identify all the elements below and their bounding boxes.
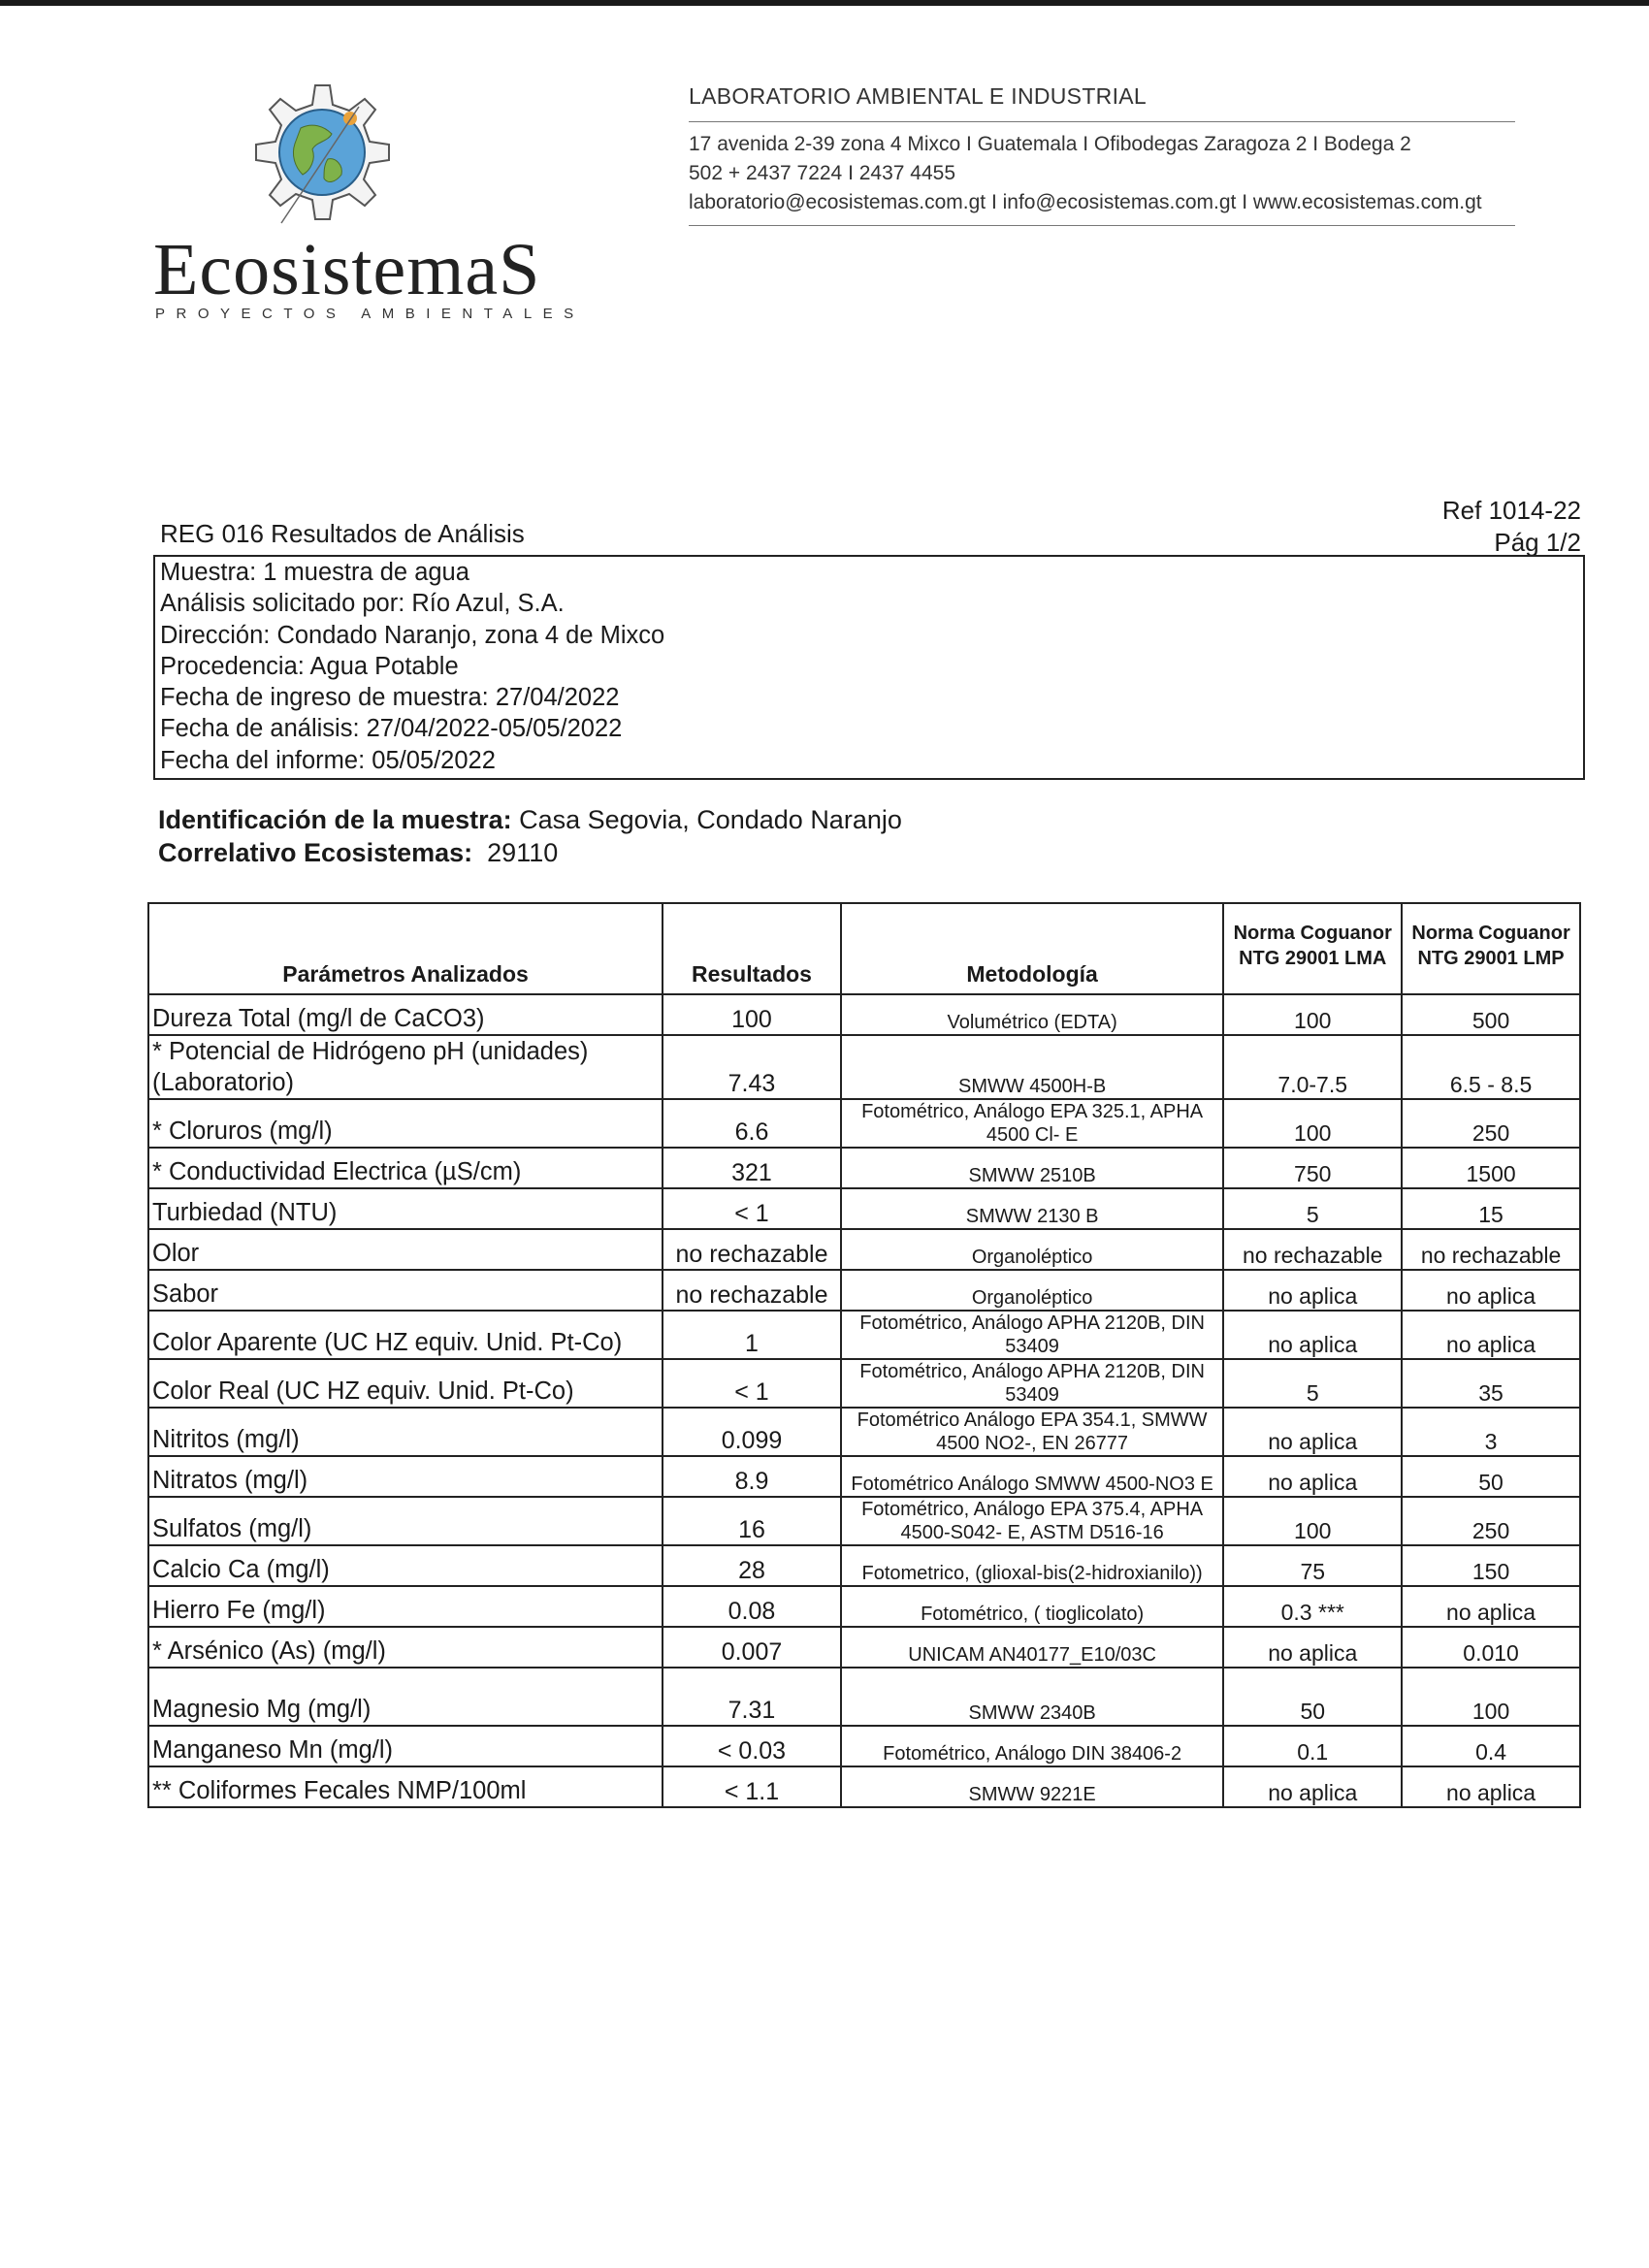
report-title: REG 016 Resultados de Análisis [160,519,525,548]
cell-lmp: 150 [1402,1545,1580,1586]
table-row [148,1726,1580,1766]
cell-method: Fotométrico, Análogo EPA 325.1, APHA 4500 Cl- E [841,1099,1223,1148]
cell-method: SMWW 2130 B [841,1188,1223,1229]
table-row [148,1497,1580,1545]
cell-result: 28 [663,1545,841,1586]
cell-result: < 1 [663,1188,841,1229]
cell-result: < 0.03 [663,1726,841,1766]
table-row [148,1545,1580,1586]
cell-lmp: no rechazable [1402,1229,1580,1270]
cell-lma: no aplica [1223,1270,1402,1311]
cell-result: 0.007 [663,1627,841,1668]
cell-result: 0.099 [663,1408,841,1456]
header-lma: Norma Coguanor NTG 29001 LMA [1223,903,1402,994]
cell-method: SMWW 2340B [841,1668,1223,1726]
results-table [147,902,1581,1808]
cell-method: SMWW 9221E [841,1766,1223,1807]
sample-identification [158,803,902,869]
cell-lmp: 35 [1402,1359,1580,1408]
cell-method: Fotométrico, ( tioglicolato) [841,1586,1223,1627]
cell-lmp: no aplica [1402,1586,1580,1627]
top-edge-line [0,0,1649,6]
cell-lmp: 0.010 [1402,1627,1580,1668]
table-row [148,1148,1580,1188]
cell-method: Fotométrico, Análogo EPA 375.4, APHA 4500-S042- E, ASTM D516-16 [841,1497,1223,1545]
cell-result: 1 [663,1311,841,1359]
cell-result: 16 [663,1497,841,1545]
cell-result: 6.6 [663,1099,841,1148]
cell-lma: 5 [1223,1359,1402,1408]
table-row [148,1099,1580,1148]
cell-lmp: 1500 [1402,1148,1580,1188]
table-row [148,994,1580,1035]
cell-method: UNICAM AN40177_E10/03C [841,1627,1223,1668]
table-row [148,1408,1580,1456]
sample-field: Fecha del informe: 05/05/2022 [160,746,496,774]
cell-lmp: 250 [1402,1497,1580,1545]
cell-param: Dureza Total (mg/l de CaCO3) [148,994,663,1035]
cell-param: Magnesio Mg (mg/l) [148,1668,663,1726]
cell-method: Fotométrico, Análogo APHA 2120B, DIN 53409 [841,1359,1223,1408]
cell-lma: no aplica [1223,1627,1402,1668]
cell-lmp: 6.5 - 8.5 [1402,1035,1580,1099]
cell-lma: 50 [1223,1668,1402,1726]
cell-param: Color Real (UC HZ equiv. Unid. Pt-Co) [148,1359,663,1408]
correlative-label: Correlativo Ecosistemas: [158,838,473,867]
cell-param: * Arsénico (As) (mg/l) [148,1627,663,1668]
table-body [148,994,1580,1807]
ident-label: Identificación de la muestra: [158,805,512,834]
lab-name: LABORATORIO AMBIENTAL E INDUSTRIAL [689,83,1515,122]
header-result: Resultados [663,903,841,994]
cell-lma: no aplica [1223,1408,1402,1456]
cell-lma: no rechazable [1223,1229,1402,1270]
cell-result: 321 [663,1148,841,1188]
cell-method: Fotométrico, Análogo DIN 38406-2 [841,1726,1223,1766]
cell-lmp: 500 [1402,994,1580,1035]
cell-param: Olor [148,1229,663,1270]
table-row [148,1229,1580,1270]
cell-lma: 100 [1223,1099,1402,1148]
cell-lma: no aplica [1223,1456,1402,1497]
table-header-row [148,903,1580,994]
cell-lma: 0.3 *** [1223,1586,1402,1627]
cell-lma: 75 [1223,1545,1402,1586]
cell-method: Fotometrico, (glioxal-bis(2-hidroxianilo)) [841,1545,1223,1586]
cell-param: Turbiedad (NTU) [148,1188,663,1229]
cell-lma: 100 [1223,994,1402,1035]
cell-param: Manganeso Mn (mg/l) [148,1726,663,1766]
cell-method: Fotométrico Análogo EPA 354.1, SMWW 4500 NO2-, EN 26777 [841,1408,1223,1456]
header-lmp: Norma Coguanor NTG 29001 LMP [1402,903,1580,994]
header-param: Parámetros Analizados [148,903,663,994]
logo-tagline: PROYECTOS AMBIENTALES [155,306,585,322]
cell-lmp: 100 [1402,1668,1580,1726]
cell-param: ** Coliformes Fecales NMP/100ml [148,1766,663,1807]
cell-param: Sulfatos (mg/l) [148,1497,663,1545]
cell-result: 100 [663,994,841,1035]
cell-lmp: 50 [1402,1456,1580,1497]
table-row [148,1035,1580,1099]
header-method: Metodología [841,903,1223,994]
cell-lmp: no aplica [1402,1270,1580,1311]
cell-result: 8.9 [663,1456,841,1497]
table-row [148,1311,1580,1359]
cell-param: * Cloruros (mg/l) [148,1099,663,1148]
table-row [148,1456,1580,1497]
cell-lmp: 15 [1402,1188,1580,1229]
table-row [148,1359,1580,1408]
sample-field: Fecha de ingreso de muestra: 27/04/2022 [160,684,620,712]
cell-result: no rechazable [663,1270,841,1311]
sample-field: Muestra: 1 muestra de agua [160,559,469,586]
cell-result: 7.43 [663,1035,841,1099]
cell-lmp: no aplica [1402,1766,1580,1807]
gear-globe-icon [223,78,407,243]
sample-info-box [153,555,1585,780]
cell-lma: 0.1 [1223,1726,1402,1766]
table-row [148,1766,1580,1807]
cell-lmp: 250 [1402,1099,1580,1148]
table-row [148,1627,1580,1668]
company-logo [146,78,585,330]
cell-lmp: no aplica [1402,1311,1580,1359]
cell-method: SMWW 4500H-B [841,1035,1223,1099]
cell-lma: no aplica [1223,1311,1402,1359]
cell-param: Nitritos (mg/l) [148,1408,663,1456]
sample-field: Dirección: Condado Naranjo, zona 4 de Mixco [160,621,665,649]
cell-lma: 100 [1223,1497,1402,1545]
cell-param: Hierro Fe (mg/l) [148,1586,663,1627]
sample-field: Fecha de análisis: 27/04/2022-05/05/2022 [160,715,623,743]
cell-param: Calcio Ca (mg/l) [148,1545,663,1586]
ident-value: Casa Segovia, Condado Naranjo [519,805,902,834]
page-number: Pág 1/2 [1494,528,1581,557]
report-reference [1358,495,1581,559]
sample-field: Procedencia: Agua Potable [160,652,459,680]
cell-method: Organoléptico [841,1229,1223,1270]
cell-param: * Conductividad Electrica (µS/cm) [148,1148,663,1188]
cell-param: * Potencial de Hidrógeno pH (unidades) (Laboratorio) [148,1035,663,1099]
correlative-value: 29110 [487,838,559,867]
lab-header [689,83,1515,226]
table-row [148,1668,1580,1726]
cell-method: Volumétrico (EDTA) [841,994,1223,1035]
cell-result: 0.08 [663,1586,841,1627]
cell-lma: 5 [1223,1188,1402,1229]
sample-field: Análisis solicitado por: Río Azul, S.A. [160,590,565,618]
cell-result: < 1 [663,1359,841,1408]
cell-param: Nitratos (mg/l) [148,1456,663,1497]
table-row [148,1586,1580,1627]
lab-phones: 502 + 2437 7224 I 2437 4455 [689,162,956,184]
cell-result: 7.31 [663,1668,841,1726]
table-row [148,1188,1580,1229]
cell-method: Organoléptico [841,1270,1223,1311]
table-row [148,1270,1580,1311]
cell-method: SMWW 2510B [841,1148,1223,1188]
logo-wordmark: EcosistemaS [153,229,541,310]
cell-result: no rechazable [663,1229,841,1270]
cell-lmp: 0.4 [1402,1726,1580,1766]
cell-lma: no aplica [1223,1766,1402,1807]
cell-param: Color Aparente (UC HZ equiv. Unid. Pt-Co) [148,1311,663,1359]
cell-method: Fotométrico Análogo SMWW 4500-NO3 E [841,1456,1223,1497]
ref-number: Ref 1014-22 [1441,496,1581,525]
cell-lmp: 3 [1402,1408,1580,1456]
cell-result: < 1.1 [663,1766,841,1807]
cell-lma: 750 [1223,1148,1402,1188]
cell-param: Sabor [148,1270,663,1311]
cell-lma: 7.0-7.5 [1223,1035,1402,1099]
cell-method: Fotométrico, Análogo APHA 2120B, DIN 53409 [841,1311,1223,1359]
lab-address: 17 avenida 2-39 zona 4 Mixco I Guatemala I Ofibodegas Zaragoza 2 I Bodega 2 [689,133,1411,155]
lab-contacts: laboratorio@ecosistemas.com.gt I info@ecosistemas.com.gt I www.ecosistemas.com.gt [689,188,1515,226]
